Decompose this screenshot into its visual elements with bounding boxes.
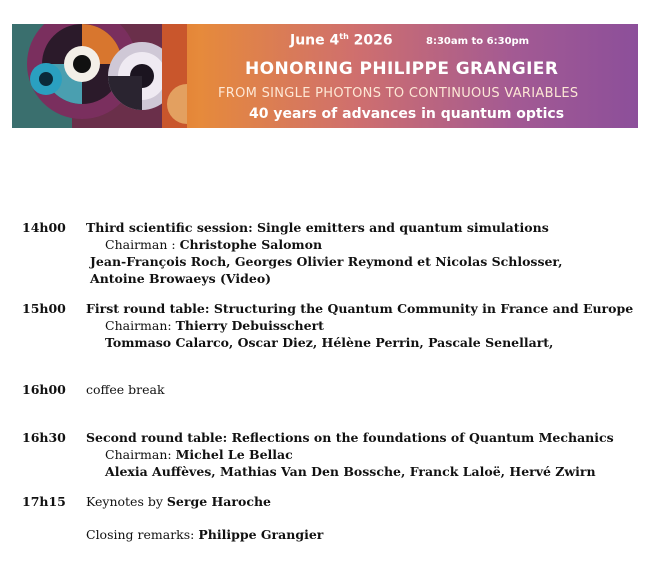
session-chair: Chairman : Christophe Salomon <box>105 237 323 252</box>
event-subtitle: FROM SINGLE PHOTONS TO CONTINUOUS VARIABLES <box>218 86 579 101</box>
closing-remarks: Closing remarks: Philippe Grangier <box>86 527 324 542</box>
event-tagline: 40 years of advances in quantum optics <box>249 106 565 122</box>
session-title: First round table: Structuring the Quantum Community in France and Europe <box>86 301 634 316</box>
session-time: 17h15 <box>22 494 66 509</box>
session-time: 15h00 <box>22 301 66 316</box>
session-speakers: Tommaso Calarco, Oscar Diez, Hélène Perrin, Pascale Senellart, <box>105 335 554 350</box>
session-time: 16h30 <box>22 430 66 445</box>
event-banner <box>12 24 638 128</box>
event-time: 8:30am to 6:30pm <box>426 36 530 47</box>
session-speakers: Antoine Browaeys (Video) <box>90 271 272 286</box>
event-date: June 4th 2026 <box>290 32 393 49</box>
session-chair: Chairman: Thierry Debuisschert <box>105 318 324 333</box>
optics-artwork <box>12 24 187 128</box>
keynote: Keynotes by Serge Haroche <box>86 494 271 509</box>
session-title: coffee break <box>86 382 165 397</box>
session-time: 14h00 <box>22 220 66 235</box>
session-chair: Chairman: Michel Le Bellac <box>105 447 293 462</box>
session-title: Third scientific session: Single emitters and quantum simulations <box>86 220 549 235</box>
event-title: HONORING PHILIPPE GRANGIER <box>245 59 559 79</box>
session-speakers: Alexia Auffèves, Mathias Van Den Bossche, Franck Laloë, Hervé Zwirn <box>105 464 596 479</box>
session-speakers: Jean-François Roch, Georges Olivier Reymond et Nicolas Schlosser, <box>90 254 563 269</box>
session-title: Second round table: Reflections on the foundations of Quantum Mechanics <box>86 430 614 445</box>
session-time: 16h00 <box>22 382 66 397</box>
